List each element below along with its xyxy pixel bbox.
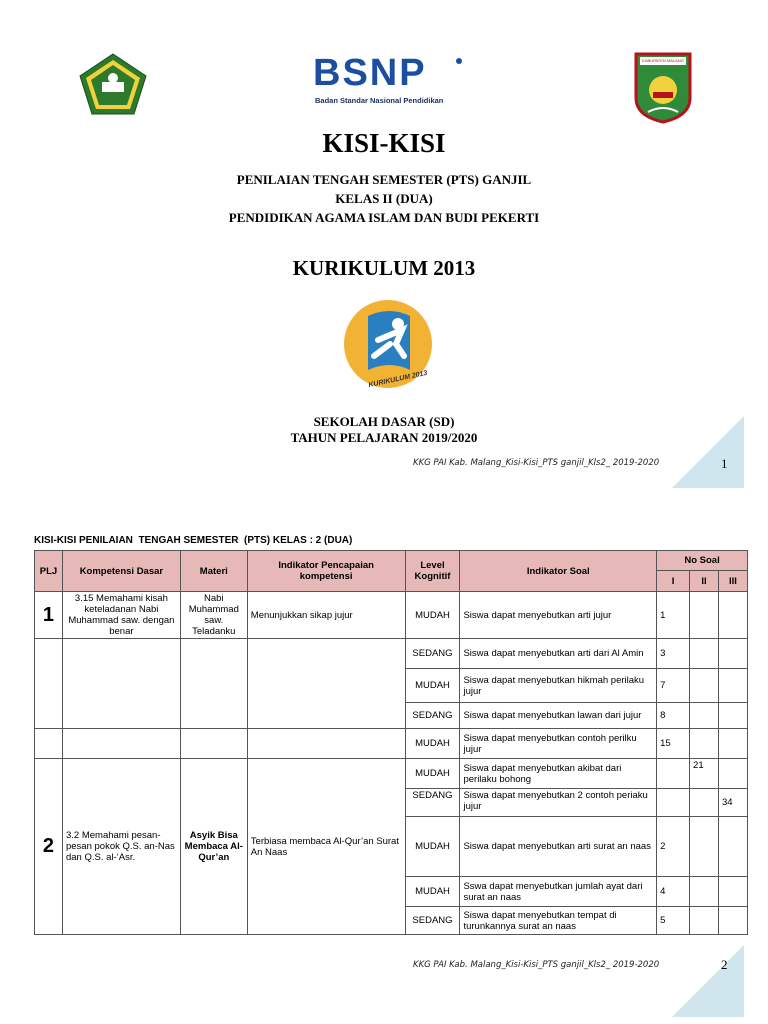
no-soal-i-cell: 4 bbox=[657, 877, 690, 907]
kabupaten-malang-logo bbox=[634, 52, 692, 124]
indikator-pencapaian-cell: Menunjukkan sikap jujur bbox=[247, 592, 405, 639]
table-row bbox=[35, 639, 748, 669]
empty-ipk-cell bbox=[247, 639, 405, 729]
footer-text: KKG PAI Kab. Malang_Kisi-Kisi_PTS ganjil_Kls2_ 2019-2020 bbox=[413, 458, 660, 468]
plj-number: 2 bbox=[35, 759, 63, 935]
subtitle-kelas: KELAS II (DUA) bbox=[335, 191, 433, 206]
header-indikator-soal: Indikator Soal bbox=[460, 551, 657, 592]
school-level: SEKOLAH DASAR (SD) bbox=[313, 414, 455, 429]
no-soal-ii-cell: 21 bbox=[690, 759, 719, 789]
header-plj: PLJ bbox=[35, 551, 63, 592]
no-soal-iii-cell bbox=[718, 592, 747, 639]
no-soal-iii-cell bbox=[718, 759, 747, 789]
level-cell: MUDAH bbox=[405, 817, 460, 877]
table-row bbox=[35, 759, 748, 789]
level-cell: MUDAH bbox=[405, 592, 460, 639]
level-cell: SEDANG bbox=[405, 703, 460, 729]
empty-plj-cell bbox=[35, 729, 63, 759]
kabupaten-logo-text: KABUPATEN MALANG bbox=[642, 58, 684, 63]
no-soal-iii-cell bbox=[718, 703, 747, 729]
level-cell: MUDAH bbox=[405, 669, 460, 703]
indikator-soal-cell: Siswa dapat menyebutkan arti surat an naas bbox=[460, 817, 657, 877]
level-cell: MUDAH bbox=[405, 759, 460, 789]
header-no-soal-i: I bbox=[657, 571, 690, 592]
no-soal-iii-cell: 34 bbox=[718, 789, 747, 817]
indikator-soal-cell: Siswa dapat menyebutkan arti jujur bbox=[460, 592, 657, 639]
no-soal-i-cell: 8 bbox=[657, 703, 690, 729]
no-soal-ii-cell bbox=[690, 703, 719, 729]
kemenag-logo bbox=[78, 52, 148, 116]
no-soal-ii-cell bbox=[690, 729, 719, 759]
indikator-soal-cell: Siswa dapat menyebutkan hikmah perilaku jujur bbox=[460, 669, 657, 703]
footer-text: KKG PAI Kab. Malang_Kisi-Kisi_PTS ganjil_Kls2_ 2019-2020 bbox=[413, 960, 660, 970]
header-no-soal-ii: II bbox=[690, 571, 719, 592]
no-soal-ii-cell bbox=[690, 817, 719, 877]
header-indikator-pencapaian: Indikator Pencapaian kompetensi bbox=[247, 551, 405, 592]
no-soal-i-cell: 5 bbox=[657, 907, 690, 935]
level-cell: SEDANG bbox=[405, 639, 460, 669]
level-cell: SEDANG bbox=[405, 907, 460, 935]
level-cell: SEDANG bbox=[405, 789, 460, 817]
indikator-soal-cell: Siswa dapat menyebutkan contoh perilku jujur bbox=[460, 729, 657, 759]
indikator-soal-cell: Siswa dapat menyebutkan lawan dari jujur bbox=[460, 703, 657, 729]
indikator-soal-cell: Siswa dapat menyebutkan tempat di turunkannya surat an naas bbox=[460, 907, 657, 935]
empty-plj-cell bbox=[35, 639, 63, 729]
page-title: KISI-KISI bbox=[322, 128, 446, 158]
no-soal-i-cell bbox=[657, 789, 690, 817]
empty-ipk-cell bbox=[247, 729, 405, 759]
bsnp-dot-icon bbox=[456, 58, 462, 64]
no-soal-i-cell: 15 bbox=[657, 729, 690, 759]
empty-materi-cell bbox=[180, 639, 247, 729]
level-cell: MUDAH bbox=[405, 729, 460, 759]
no-soal-ii-cell bbox=[690, 639, 719, 669]
page-number: 2 bbox=[721, 957, 728, 972]
bsnp-logo-text: BSNP bbox=[313, 52, 427, 94]
kompetensi-dasar-cell: 3.15 Memahami kisah keteladanan Nabi Muhammad saw. dengan benar bbox=[62, 592, 180, 639]
bsnp-subtitle: Badan Standar Nasional Pendidikan bbox=[315, 96, 444, 105]
no-soal-i-cell: 3 bbox=[657, 639, 690, 669]
indikator-soal-cell: Siswa dapat menyebutkan arti dari Al Amin bbox=[460, 639, 657, 669]
kurikulum-heading: KURIKULUM 2013 bbox=[292, 256, 476, 280]
no-soal-iii-cell bbox=[718, 729, 747, 759]
kisi-kisi-table bbox=[34, 550, 748, 935]
no-soal-i-cell bbox=[657, 759, 690, 789]
bsnp-logo bbox=[313, 52, 473, 108]
no-soal-iii-cell bbox=[718, 639, 747, 669]
kompetensi-dasar-cell: 3.2 Memahami pesan-pesan pokok Q.S. an-Nas dan Q.S. al-‘Asr. bbox=[62, 759, 180, 935]
header-kompetensi-dasar: Kompetensi Dasar bbox=[62, 551, 180, 592]
no-soal-ii-cell bbox=[690, 877, 719, 907]
empty-kd-cell bbox=[62, 639, 180, 729]
plj-number: 1 bbox=[35, 592, 63, 639]
empty-kd-cell bbox=[62, 729, 180, 759]
page-corner-decoration bbox=[672, 945, 744, 1017]
no-soal-iii-cell bbox=[718, 907, 747, 935]
no-soal-iii-cell bbox=[718, 877, 747, 907]
indikator-pencapaian-cell: Terbiasa membaca Al-Qur’an Surat An Naas bbox=[247, 759, 405, 935]
subtitle-pts: PENILAIAN TENGAH SEMESTER (PTS) GANJIL bbox=[236, 172, 532, 187]
no-soal-iii-cell bbox=[718, 817, 747, 877]
materi-cell: Nabi Muhammad saw. Teladanku bbox=[180, 592, 247, 639]
no-soal-ii-cell bbox=[690, 789, 719, 817]
materi-cell: Asyik Bisa Membaca Al-Qur’an bbox=[180, 759, 247, 935]
no-soal-iii-cell bbox=[718, 669, 747, 703]
page-number: 1 bbox=[721, 456, 728, 471]
academic-year: TAHUN PELAJARAN 2019/2020 bbox=[290, 430, 478, 445]
table-row bbox=[35, 729, 748, 759]
level-cell: MUDAH bbox=[405, 877, 460, 907]
no-soal-ii-cell bbox=[690, 907, 719, 935]
indikator-soal-cell: Sswa dapat menyebutkan jumlah ayat dari surat an naas bbox=[460, 877, 657, 907]
indikator-soal-cell: Siswa dapat menyebutkan akibat dari perilaku bohong bbox=[460, 759, 657, 789]
indikator-soal-cell: Siswa dapat menyebutkan 2 contoh periaku jujur bbox=[460, 789, 657, 817]
table-row bbox=[35, 592, 748, 639]
empty-materi-cell bbox=[180, 729, 247, 759]
no-soal-i-cell: 2 bbox=[657, 817, 690, 877]
subtitle-mapel: PENDIDIKAN AGAMA ISLAM DAN BUDI PEKERTI bbox=[228, 210, 540, 225]
page-corner-decoration bbox=[672, 416, 744, 488]
no-soal-i-cell: 1 bbox=[657, 592, 690, 639]
no-soal-ii-cell bbox=[690, 592, 719, 639]
kurikulum-2013-logo bbox=[340, 298, 440, 394]
no-soal-ii-cell bbox=[690, 669, 719, 703]
header-no-soal-iii: III bbox=[718, 571, 747, 592]
header-level-kognitif: Level Kognitif bbox=[405, 551, 460, 592]
no-soal-i-cell: 7 bbox=[657, 669, 690, 703]
header-no-soal: No Soal bbox=[657, 551, 748, 571]
header-materi: Materi bbox=[180, 551, 247, 592]
kurikulum-logo-text: KURIKULUM 2013 bbox=[367, 369, 428, 390]
table-heading: KISI-KISI PENILAIAN TENGAH SEMESTER (PTS) KELAS : 2 (DUA) bbox=[34, 535, 353, 546]
